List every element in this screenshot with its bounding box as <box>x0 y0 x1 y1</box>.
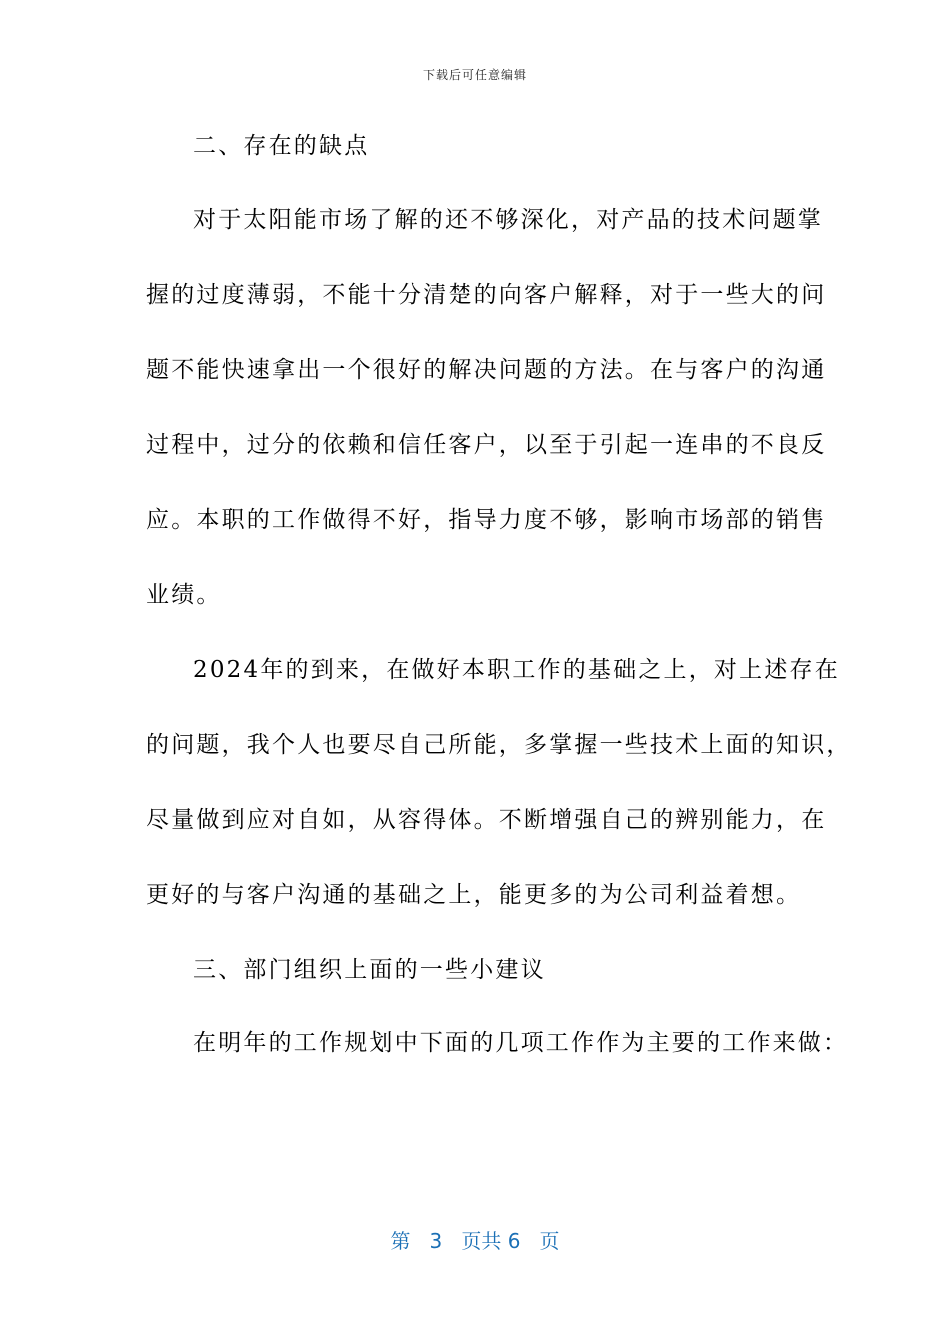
footer-mid: 页共 <box>461 1229 502 1253</box>
section-3-title: 三、部门组织上面的一些小建议 <box>193 957 546 983</box>
paragraph-1-line-4: 过程中，过分的依赖和信任客户，以至于引起一连串的不良反 <box>146 432 827 458</box>
paragraph-1-line-2: 握的过度薄弱，不能十分清楚的向客户解释，对于一些大的问 <box>146 282 827 308</box>
paragraph-1-line-5: 应。本职的工作做得不好，指导力度不够，影响市场部的销售 <box>146 507 827 533</box>
paragraph-2-line-3: 尽量做到应对自如，从容得体。不断增强自己的辨别能力，在 <box>146 807 827 833</box>
paragraph-1-line-1: 对于太阳能市场了解的还不够深化，对产品的技术问题掌 <box>193 207 823 233</box>
paragraph-1-line-3: 题不能快速拿出一个很好的解决问题的方法。在与客户的沟通 <box>146 357 827 383</box>
paragraph-2-line-2: 的问题，我个人也要尽自己所能，多掌握一些技术上面的知识， <box>146 732 852 758</box>
section-2-title: 二、存在的缺点 <box>193 133 370 159</box>
footer-prefix: 第 <box>390 1229 411 1253</box>
paragraph-3-line-1: 在明年的工作规划中下面的几项工作作为主要的工作来做： <box>193 1030 849 1056</box>
footer-total-pages: 6 <box>507 1229 521 1253</box>
paragraph-1-line-6: 业绩。 <box>146 582 222 608</box>
footer-suffix: 页 <box>539 1229 560 1253</box>
page-footer <box>0 1225 950 1254</box>
paragraph-2-line-4: 更好的与客户沟通的基础之上，能更多的为公司利益着想。 <box>146 882 802 908</box>
page-header-note: 下载后可任意编辑 <box>422 68 527 82</box>
footer-current-page: 3 <box>429 1229 443 1253</box>
paragraph-2-line-1: 2024年的到来，在做好本职工作的基础之上，对上述存在 <box>193 657 840 683</box>
